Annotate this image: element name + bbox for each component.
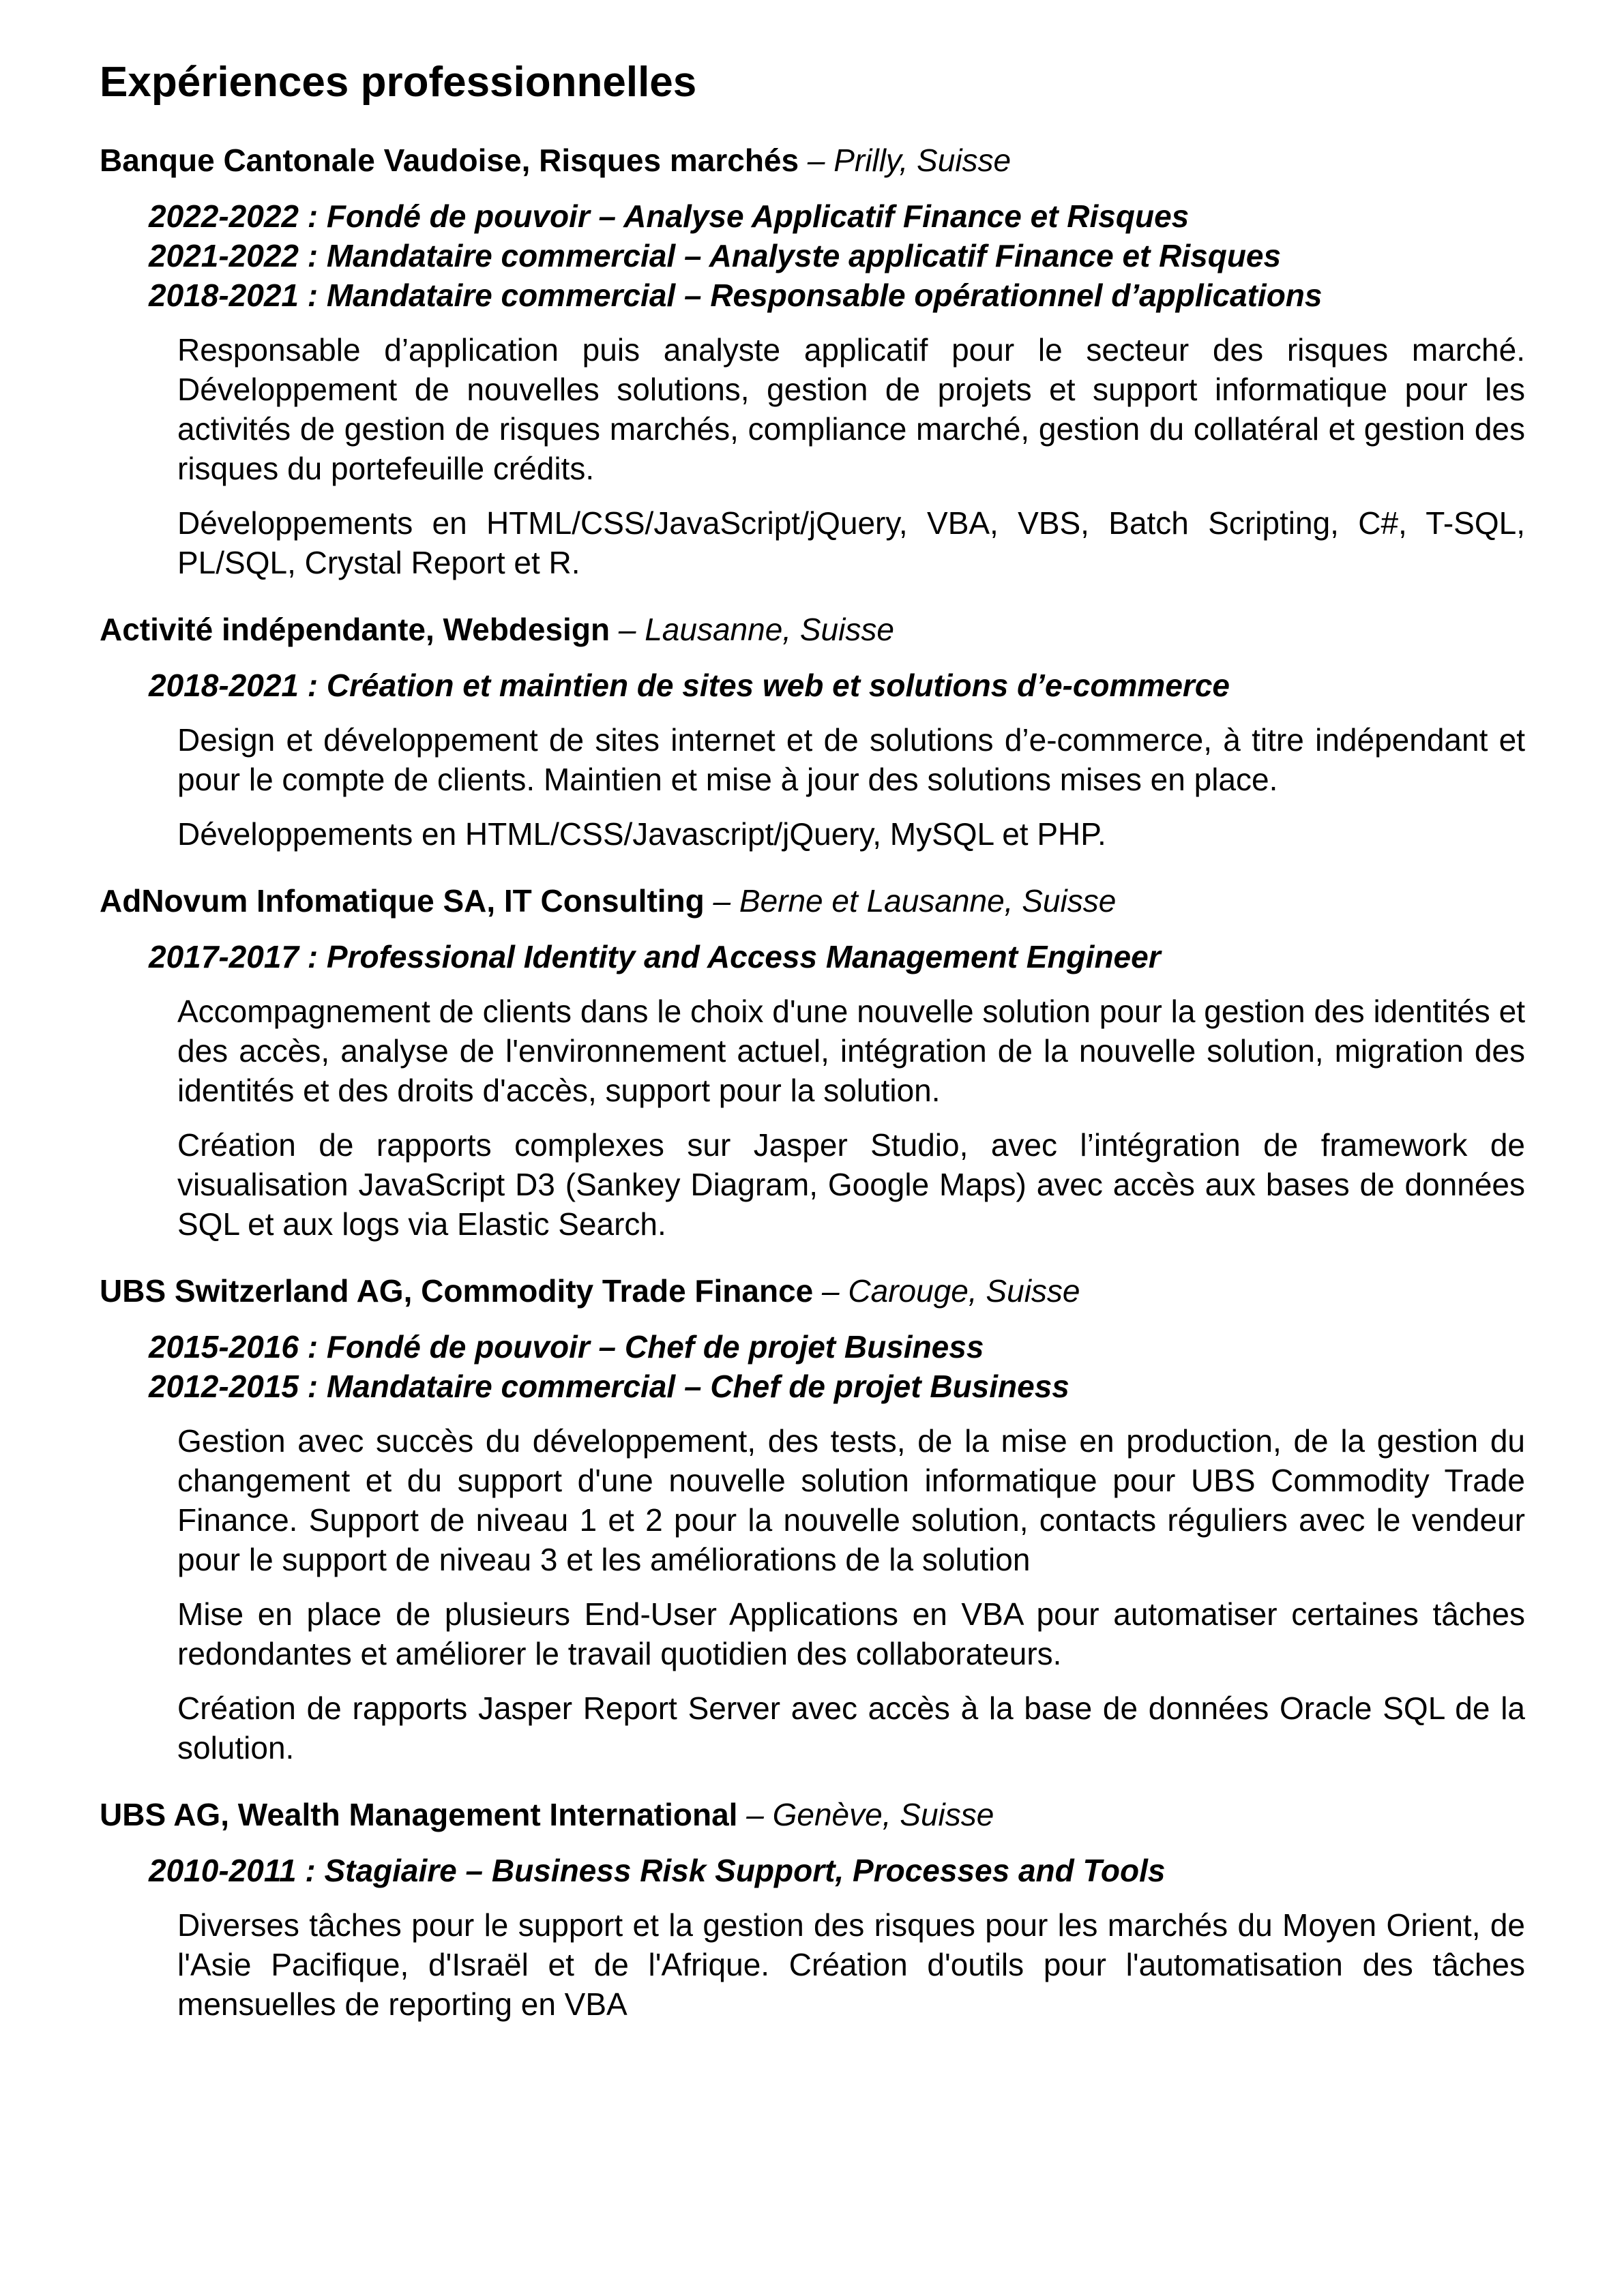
employer-line [100, 140, 1525, 180]
role-title: 2018-2021 : Création et maintien de sites web et solutions d’e-commerce [149, 668, 1230, 703]
job-entry [100, 610, 1525, 854]
document-page [100, 52, 1525, 2051]
employer-location: – Lausanne, Suisse [618, 612, 894, 647]
description-paragraph: Création de rapports complexes sur Jasper Studio, avec l’intégration de framework de visualisation JavaScript D3 (Sankey Diagram, Google Maps) avec accès aux bases de données SQL et aux logs via Elastic Search. [177, 1127, 1525, 1242]
role-list [149, 937, 1525, 976]
employer-line [100, 1271, 1525, 1311]
employer-name: AdNovum Infomatique SA, IT Consulting [100, 883, 705, 919]
role-title: 2017-2017 : Professional Identity and Access Management Engineer [149, 939, 1161, 974]
role-title: 2015-2016 : Fondé de pouvoir – Chef de projet Business [149, 1329, 984, 1365]
role-title: 2010-2011 : Stagiaire – Business Risk Support, Processes and Tools [149, 1853, 1166, 1888]
employer-location: – Carouge, Suisse [822, 1273, 1080, 1309]
description-paragraph: Diverses tâches pour le support et la gestion des risques pour les marchés du Moyen Orient, de l'Asie Pacifique, d'Israël et de l'Afrique. Création d'outils pour l'automatisation des tâches mensuelles de reporting en VBA [177, 1907, 1525, 2022]
employer-line [100, 1795, 1525, 1834]
job-entry [100, 140, 1525, 582]
job-entry [100, 1795, 1525, 2024]
role-title: 2021-2022 : Mandataire commercial – Analyste applicatif Finance et Risques [149, 238, 1282, 273]
description-paragraph: Développements en HTML/CSS/Javascript/jQuery, MySQL et PHP. [177, 816, 1106, 852]
role-list [149, 1327, 1525, 1406]
employer-location: – Prilly, Suisse [807, 143, 1012, 178]
description-paragraph: Développements en HTML/CSS/JavaScript/jQuery, VBA, VBS, Batch Scripting, C#, T-SQL, PL/SQL, Crystal Report et R. [177, 505, 1525, 580]
role-title: 2018-2021 : Mandataire commercial – Responsable opérationnel d’applications [149, 278, 1323, 313]
job-entry [100, 1271, 1525, 1768]
employer-line [100, 881, 1525, 921]
employer-name: UBS Switzerland AG, Commodity Trade Finance [100, 1273, 814, 1309]
job-description [177, 720, 1525, 854]
employer-location: – Berne et Lausanne, Suisse [713, 883, 1117, 919]
description-paragraph: Création de rapports Jasper Report Server avec accès à la base de données Oracle SQL de la solution. [177, 1690, 1525, 1765]
job-description [177, 1905, 1525, 2024]
job-description [177, 1421, 1525, 1768]
role-list [149, 666, 1525, 705]
employer-line [100, 610, 1525, 649]
role-list [149, 1851, 1525, 1890]
employer-location: – Genève, Suisse [746, 1797, 994, 1832]
description-paragraph: Gestion avec succès du développement, des tests, de la mise en production, de la gestion du changement et du support d'une nouvelle solution informatique pour UBS Commodity Trade Finance. Support de niveau 1 et 2 pour la nouvelle solution, contacts réguliers avec le vendeur pour le support de niveau 3 et les améliorations de la solution [177, 1423, 1525, 1577]
description-paragraph: Responsable d’application puis analyste applicatif pour le secteur des risques marché. Développement de nouvelles solutions, gestion de projets et support informatique pour les activités de gestion de risques marchés, compliance marché, gestion du collatéral et gestion des risques du portefeuille crédits. [177, 332, 1525, 486]
job-description [177, 992, 1525, 1244]
role-list [149, 196, 1525, 315]
job-entry [100, 881, 1525, 1244]
employer-name: UBS AG, Wealth Management International [100, 1797, 738, 1832]
description-paragraph: Design et développement de sites internet et de solutions d’e-commerce, à titre indépendant et pour le compte de clients. Maintien et mise à jour des solutions mises en place. [177, 722, 1525, 797]
description-paragraph: Mise en place de plusieurs End-User Applications en VBA pour automatiser certaines tâches redondantes et améliorer le travail quotidien des collaborateurs. [177, 1596, 1525, 1671]
employer-name: Banque Cantonale Vaudoise, Risques marchés [100, 143, 799, 178]
role-title: 2012-2015 : Mandataire commercial – Chef de projet Business [149, 1369, 1069, 1404]
description-paragraph: Accompagnement de clients dans le choix d'une nouvelle solution pour la gestion des identités et des accès, analyse de l'environnement actuel, intégration de la nouvelle solution, migration des identités et des droits d'accès, support pour la solution. [177, 994, 1525, 1108]
section-title: Expériences professionnelles [100, 59, 697, 106]
role-title: 2022-2022 : Fondé de pouvoir – Analyse Applicatif Finance et Risques [149, 198, 1190, 234]
job-description [177, 330, 1525, 582]
employer-name: Activité indépendante, Webdesign [100, 612, 610, 647]
